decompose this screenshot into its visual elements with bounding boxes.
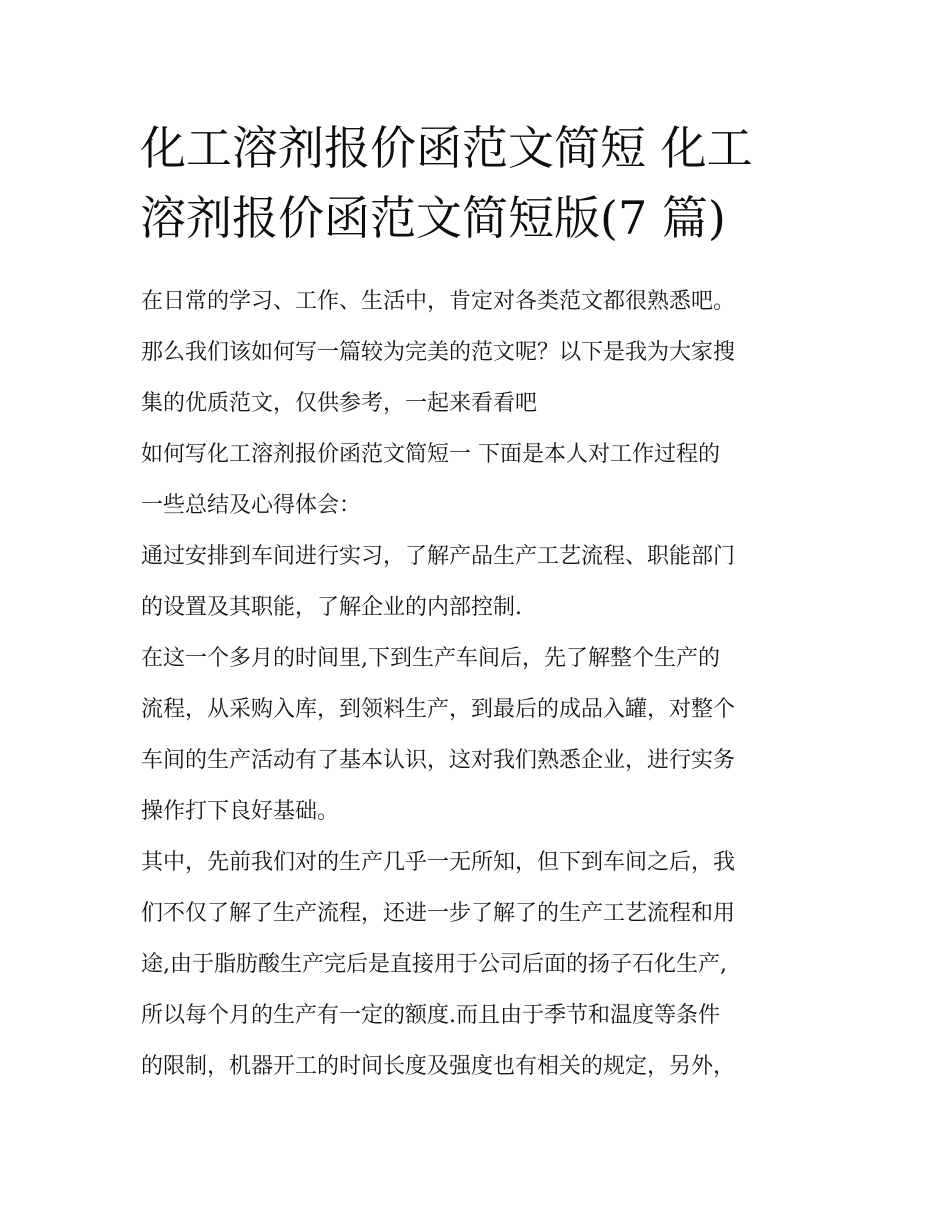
body-line: 的设置及其职能，了解企业的内部控制.: [141, 595, 522, 620]
body-line: 集的优质范文，仅供参考，一起来看看吧: [141, 391, 538, 416]
body-line: 通过安排到车间进行实习，了解产品生产工艺流程、职能部门: [141, 544, 736, 569]
body-line: 们不仅了解了生产流程，还进一步了解了的生产工艺流程和用: [141, 901, 736, 926]
body-line: 的限制，机器开工的时间长度及强度也有相关的规定，另外，: [141, 1054, 736, 1079]
body-line: 一些总结及心得体会：: [141, 493, 362, 518]
title-line: 化工溶剂报价函范文简短 化工: [140, 121, 753, 175]
document-body: [141, 276, 821, 1092]
body-line: 在日常的学习、工作、生活中，肯定对各类范文都很熟悉吧。: [141, 289, 736, 314]
body-line: 流程，从采购入库，到领料生产，到最后的成品入罐，对整个: [141, 697, 736, 722]
document-title: [140, 113, 820, 253]
body-line: 所以每个月的生产有一定的额度.而且由于季节和温度等条件: [141, 1003, 720, 1028]
body-line: 其中，先前我们对的生产几乎一无所知，但下到车间之后，我: [141, 850, 736, 875]
body-line: 车间的生产活动有了基本认识，这对我们熟悉企业，进行实务: [141, 748, 736, 773]
body-line: 在这一个多月的时间里,下到生产车间后，先了解整个生产的: [141, 646, 720, 671]
body-line: 途,由于脂肪酸生产完后是直接用于公司后面的扬子石化生产,: [141, 952, 727, 977]
title-line: 溶剂报价函范文简短版(7 篇): [140, 191, 726, 245]
body-line: 那么我们该如何写一篇较为完美的范文呢？以下是我为大家搜: [141, 340, 736, 365]
body-line: 操作打下良好基础。: [141, 799, 340, 824]
body-line: 如何写化工溶剂报价函范文简短一 下面是本人对工作过程的: [141, 442, 720, 467]
